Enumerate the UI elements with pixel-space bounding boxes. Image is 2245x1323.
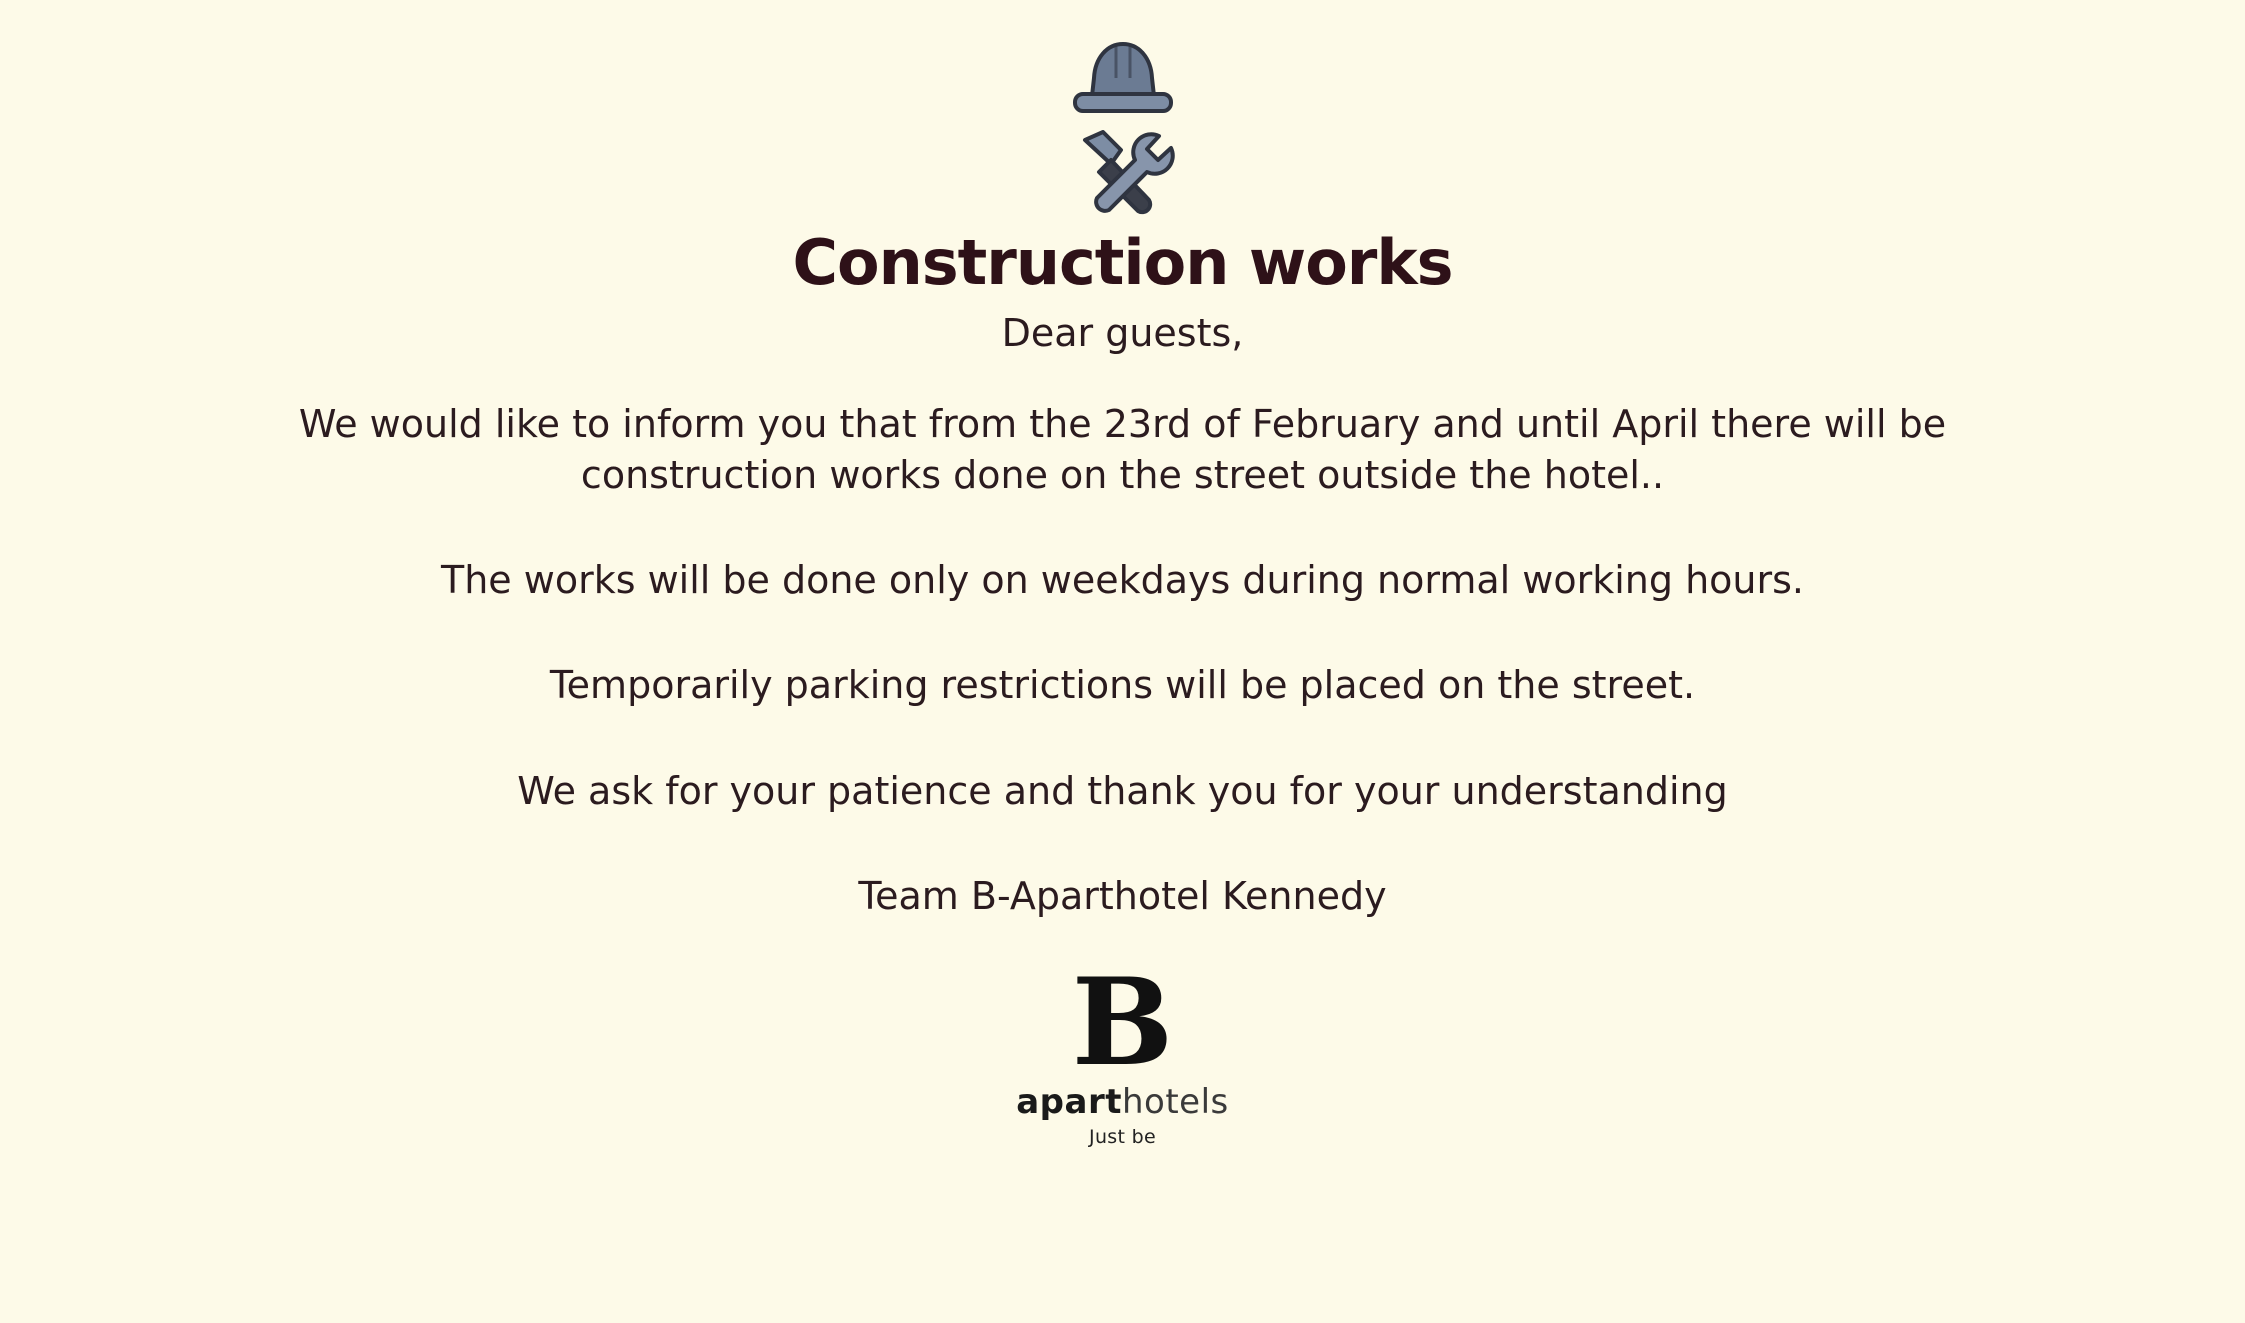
construction-helmet-icon [1063, 34, 1183, 130]
logo-wordmark [1016, 1081, 1229, 1122]
notice-signature: Team B-Aparthotel Kennedy [858, 874, 1387, 919]
notice-body [208, 399, 2038, 923]
hammer-and-wrench-icon [1063, 130, 1183, 216]
logo-tagline: Just be [1089, 1125, 1156, 1148]
logo-mark: B [1071, 952, 1174, 1094]
notice-paragraph: We would like to inform you that from the 23rd of February and until April there will be construction works done on the street outside the hotel.. [298, 401, 1947, 497]
notice-icons [1063, 34, 1183, 216]
aparthotels-logo [1016, 952, 1229, 1148]
notice-paragraph: The works will be done only on weekdays during normal working hours. [440, 558, 1804, 603]
salutation: Dear guests, [1001, 310, 1244, 355]
notice-paragraph: Temporarily parking restrictions will be placed on the street. [549, 663, 1696, 708]
logo-word-light: hotels [1121, 1081, 1229, 1122]
notice-paragraph: We ask for your patience and thank you for your understanding [517, 768, 1728, 813]
page-title: Construction works [792, 226, 1453, 299]
logo-word-bold: apart [1016, 1081, 1122, 1122]
